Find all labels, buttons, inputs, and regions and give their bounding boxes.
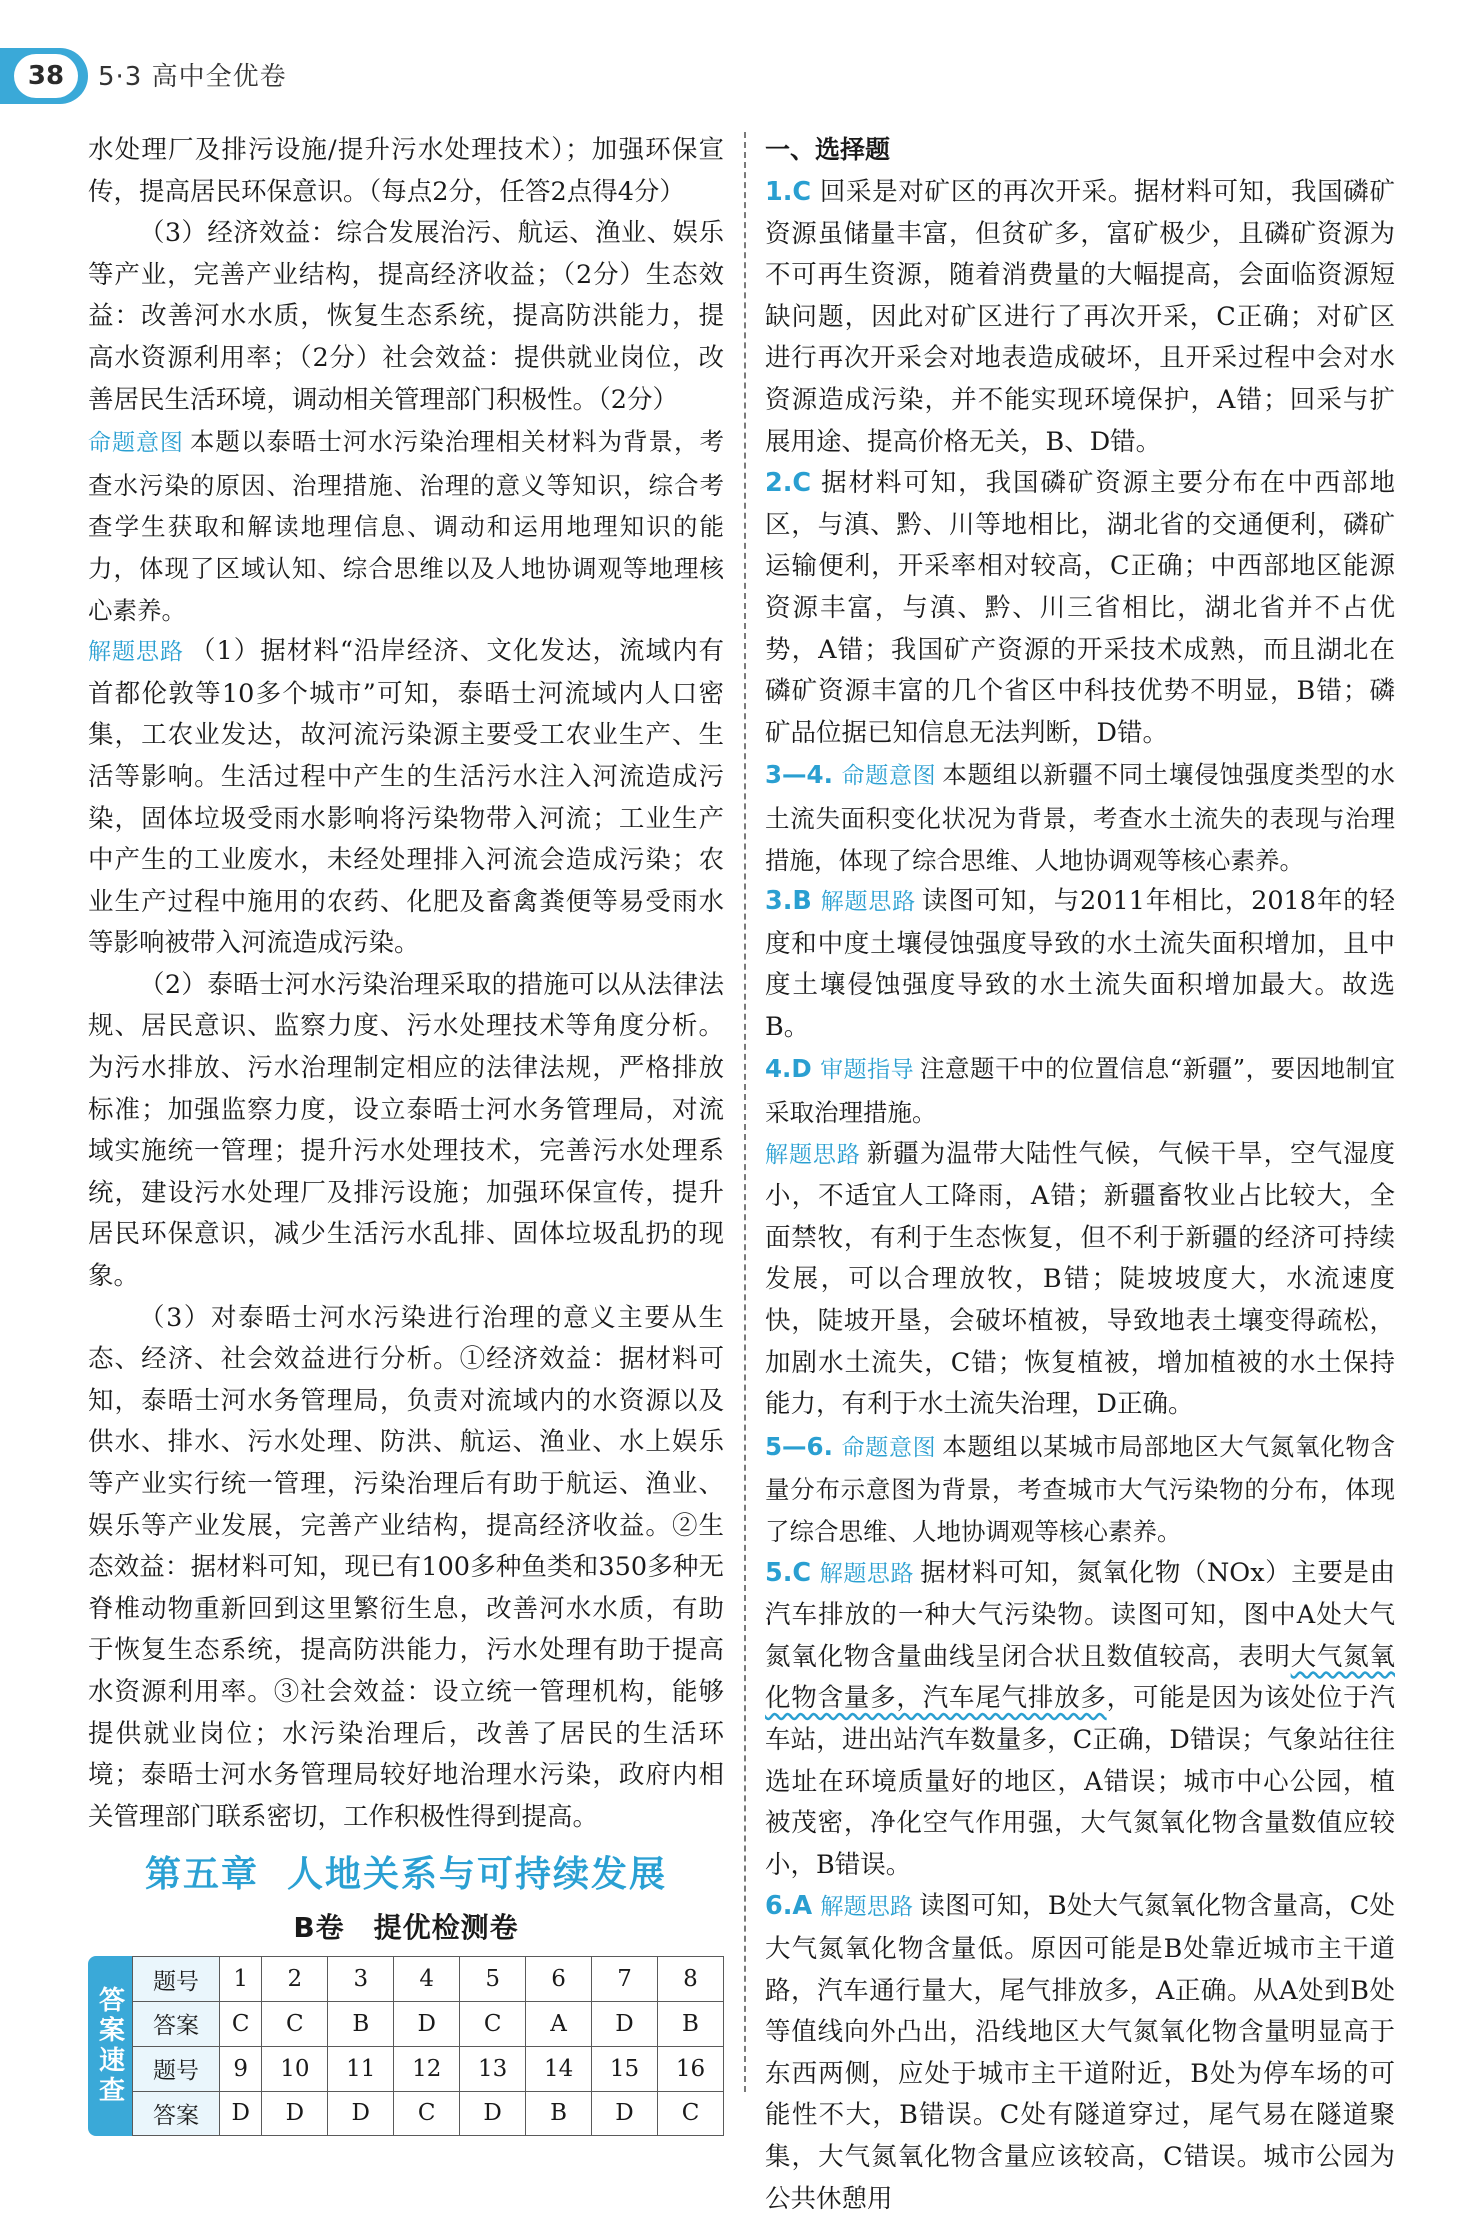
table-row: 答案 C C B D C A D B [133,2002,724,2047]
group-intent: 3—4. 命题意图 本题组以新疆不同土壤侵蚀强度类型的水土流失面积变化状况为背景，考查水土流失的表现与治理措施，体现了综合思维、人地协调观等核心素养。 [765,760,1396,875]
question-explanation: 解题思路 新疆为温带大陆性气候，气候干旱，空气湿度小，不适宜人工降雨，A错；新疆畜牧业占比较大，全面禁牧，有利于生态恢复，但不利于新疆的经济可持续发展，可以合理放牧，B错；陡坡坡度大，水流速度快，陡坡开垦，会破坏植被，导致地表土壤变得疏松，加剧水土流失，C错；恢复植被，增加植被的水土保持能力，有利于水土流失治理，D正确。 [765,1138,1395,1420]
section-subtitle: B卷 提优检测卷 [293,1911,519,1945]
answer-text: （3）经济效益：综合发展治污、航运、渔业、娱乐等产业，完善产业结构，提高经济收益；（2分）生态效益：改善河水水质，恢复生态系统，提高防洪能力，提高水资源利用率；（2分）社会效益：提供就业岗位，改善居民生活环境，调动相关管理部门积极性。（2分） [88,218,724,415]
question-explanation: 3.B 解题思路 读图可知，与2011年相比，2018年的轻度和中度土壤侵蚀强度导致的水土流失面积增加，且中度土壤侵蚀强度导致的水土流失面积增加最大。故选B。 [765,886,1396,1042]
table-row: 题号 1 2 3 4 5 6 7 8 [133,1957,724,2002]
answer-text: 水处理厂及排污设施/提升污水处理技术）；加强环保宣传，提高居民环保意识。（每点2分，任答2点得4分） [88,135,724,207]
intent-tag: 命题意图 [88,430,184,457]
page-header [0,0,1460,108]
page-number: 38 [14,54,78,98]
page-number-tab [0,48,88,104]
table-row: 题号 9 10 11 12 13 14 15 16 [133,2046,724,2091]
book-title: 5·3 高中全优卷 [98,62,287,92]
right-column [765,130,1395,2220]
highlighted-text: 大气氮氧化物含量多，汽车尾气排放多 [765,1641,1395,1714]
left-column [88,130,725,2129]
question-explanation: 2.C 据材料可知，我国磷矿资源主要分布在中西部地区，与滇、黔、川等地相比，湖北省的交通便利，磷矿运输便利，开采率相对较高，C正确；中西部地区能源资源丰富，与滇、黔、川三省相比，湖北省并不占优势，A错；我国矿产资源的开采技术成熟，而且湖北在磷矿资源丰富的几个省区中科技优势不明显，B错；磷矿品位据已知信息无法判断，D错。 [765,468,1395,748]
table-row: 答案 D D D C D B D C [133,2091,724,2136]
idea-paragraph: （3）对泰晤士河水污染进行治理的意义主要从生态、经济、社会效益进行分析。①经济效益：据材料可知，泰晤士河水务管理局，负责对流域内的水资源以及供水、排水、污水处理、防洪、航运、渔业、水上娱乐等产业实行统一管理，污染治理后有助于航运、渔业、娱乐等产业发展，完善产业结构，提高经济收益。②生态效益：据材料可知，现已有100多种鱼类和350多种无脊椎动物重新回到这里繁衍生息，改善河水水质，有助于恢复生态系统，提高防洪能力，污水处理有助于提高水资源利用率。③社会效益：设立统一管理机构，能够提供就业岗位；水污染治理后，改善了居民的生活环境；泰晤士河水务管理局较好地治理水污染，政府内相关管理部门联系密切，工作积极性得到提高。 [88,1302,724,1832]
section-title: 一、选择题 [765,135,891,164]
column-divider [744,132,746,2092]
question-explanation: 5.C 解题思路 据材料可知，氮氧化物（NOx）主要是由汽车排放的一种大气污染物。读图可知，图中A处大气氮氧化物含量曲线呈闭合状且数值较高，表明大气氮氧化物含量多，汽车尾气排放多，可能是因为该处位于汽车站，进出站汽车数量多，C正确，D错误；气象站往往选址在环境质量好的地区，A错误；城市中心公园，植被茂密，净化空气作用强，大气氮氧化物含量数值应较小，B错误。 [765,1557,1395,1880]
group-intent: 5—6. 命题意图 本题组以某城市局部地区大气氮氧化物含量分布示意图为背景，考查城市大气污染物的分布，体现了综合思维、人地协调观等核心素养。 [765,1431,1396,1546]
answer-table-label: 答案速查 [88,1956,132,2136]
question-explanation: 1.C 回采是对矿区的再次开采。据材料可知，我国磷矿资源虽储量丰富，但贫矿多，富矿极少，且磷矿资源为不可再生资源，随着消费量的大幅提高，会面临资源短缺问题，因此对矿区进行了再次开采，C正确；对矿区进行再次开采会对地表造成破坏，且开采过程中会对水资源造成污染，并不能实现环境保护，A错；回采与扩展用途、提高价格无关，B、D错。 [765,177,1395,457]
idea-paragraph: 解题思路 （1）据材料“沿岸经济、文化发达，流域内有首都伦敦等10多个城市”可知，泰晤士河流域内人口密集，工农业发达，故河流污染源主要受工农业生产、生活等影响。生活过程中产生的生活污水注入河流造成污染，固体垃圾受雨水影响将污染物带入河流；工业生产中产生的工业废水，未经处理排入河流会造成污染；农业生产过程中施用的农药、化肥及畜禽粪便等易受雨水等影响被带入河流造成污染。 [88,636,725,959]
idea-tag: 解题思路 [88,639,185,666]
intent-paragraph: 命题意图 本题以泰晤士河水污染治理相关材料为背景，考查水污染的原因、治理措施、治理的意义等知识，综合考查学生获取和解读地理信息、调动和运用地理知识的能力，体现了区域认知、综合思维以及人地协调观等地理核心素养。 [88,427,725,625]
idea-paragraph: （2）泰晤士河水污染治理采取的措施可以从法律法规、居民意识、监察力度、污水处理技术等角度分析。为污水排放、污水治理制定相应的法律法规，严格排放标准；加强监察力度，设立泰晤士河水务管理局，对流域实施统一管理；提升污水处理技术，完善污水处理系统，建设污水处理厂及排污设施；加强环保宣传，提升居民环保意识，减少生活污水乱排、固体垃圾乱扔的现象。 [88,969,724,1292]
question-guide: 4.D 审题指导 注意题干中的位置信息“新疆”，要因地制宜采取治理措施。 [765,1054,1395,1128]
question-explanation: 6.A 解题思路 读图可知，B处大气氮氧化物含量高，C处大气氮氧化物含量低。原因可能是B处靠近城市主干道路，汽车通行量大，尾气排放多，A正确。从A处到B处等值线向外凸出，沿线地区大气氮氧化物含量明显高于东西两侧，应处于城市主干道附近，B处为停车场的可能性不大，B错误。C处有隧道穿过，尾气易在隧道聚集，大气氮氧化物含量应该较高，C错误。城市公园为公共休憩用 [765,1891,1395,2214]
chapter-title: 第五章 人地关系与可持续发展 [144,1853,668,1896]
